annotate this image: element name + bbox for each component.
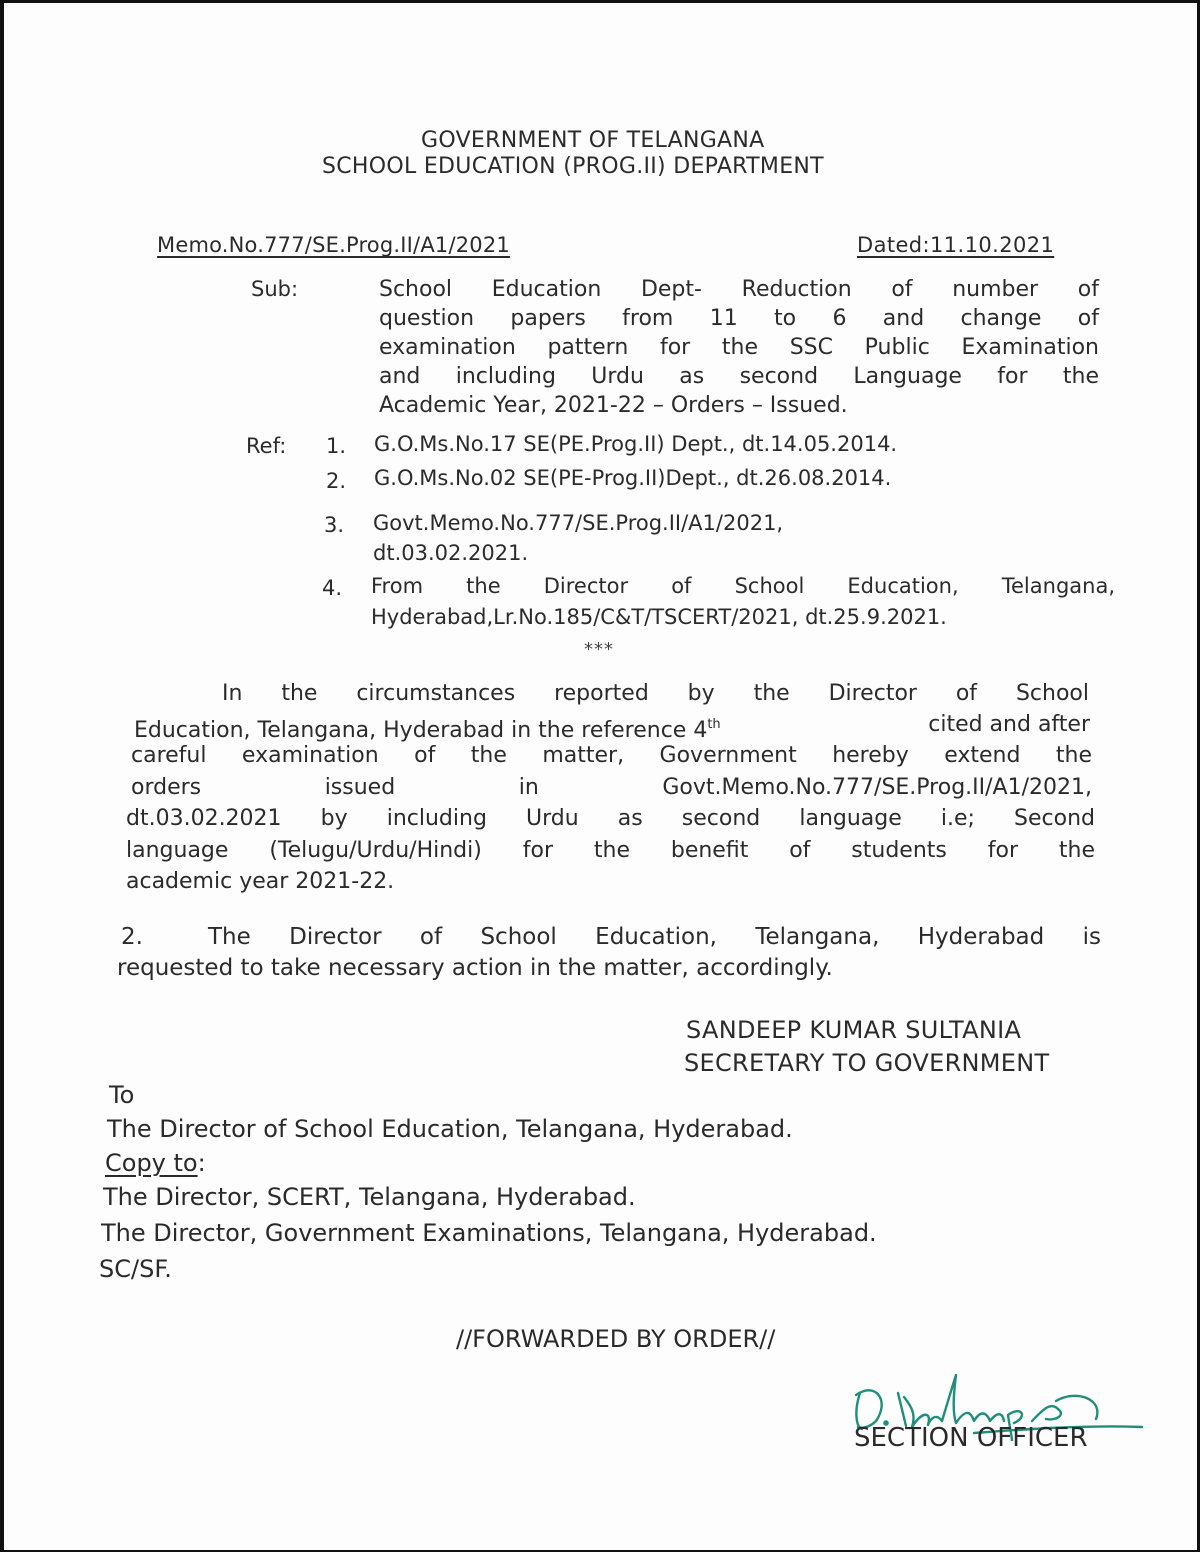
copy-to-label bbox=[105, 1149, 206, 1177]
header-government: GOVERNMENT OF TELANGANA bbox=[421, 128, 765, 153]
reference-item-3-cont: dt.03.02.2021. bbox=[373, 541, 529, 565]
paragraph-line: orders issued in Govt.Memo.No.777/SE.Prog.II/A1/2021, bbox=[131, 774, 1092, 800]
memo-number: Memo.No.777/SE.Prog.II/A1/2021 bbox=[157, 233, 510, 257]
signatory-name: SANDEEP KUMAR SULTANIA bbox=[686, 1016, 1022, 1044]
header-department: SCHOOL EDUCATION (PROG.II) DEPARTMENT bbox=[322, 154, 824, 179]
section-officer-title: SECTION OFFICER bbox=[854, 1423, 1088, 1453]
reference-number: 1. bbox=[326, 434, 347, 458]
paragraph-2-number: 2. bbox=[121, 924, 143, 950]
to-recipient: The Director of School Education, Telangana, Hyderabad. bbox=[107, 1115, 793, 1143]
paragraph-line-tail: cited and after bbox=[928, 712, 1090, 737]
reference-number: 3. bbox=[324, 513, 345, 537]
paragraph-line: dt.03.02.2021 by including Urdu as second language i.e; Second bbox=[126, 806, 1095, 831]
body-paragraph-2-first bbox=[208, 921, 1101, 953]
reference-line: From the Director of School Education, Telangana, bbox=[371, 574, 1115, 598]
separator-asterisks: *** bbox=[584, 639, 614, 660]
paragraph-line: In the circumstances reported by the Director of School bbox=[222, 681, 1089, 706]
reference-number: 2. bbox=[326, 469, 347, 493]
body-paragraph-1-end bbox=[126, 803, 1095, 898]
paragraph-line: language (Telugu/Urdu/Hindi) for the benefit of students for the bbox=[126, 837, 1095, 863]
copy-to-text: Copy to bbox=[105, 1149, 198, 1177]
body-paragraph-1-first bbox=[222, 678, 1089, 710]
reference-number: 4. bbox=[322, 576, 343, 600]
forwarded-by-order: //FORWARDED BY ORDER// bbox=[456, 1325, 776, 1353]
reference-item-1: G.O.Ms.No.17 SE(PE.Prog.II) Dept., dt.14.05.2014. bbox=[374, 432, 898, 456]
subject-line: School Education Dept- Reduction of number of bbox=[379, 277, 1099, 302]
to-label: To bbox=[109, 1081, 135, 1109]
subject-line: and including Urdu as second Language for the bbox=[379, 364, 1099, 389]
copy-recipient: SC/SF. bbox=[99, 1255, 172, 1283]
signatory-title: SECRETARY TO GOVERNMENT bbox=[684, 1049, 1050, 1077]
reference-item-4 bbox=[371, 571, 1115, 633]
reference-item-3: Govt.Memo.No.777/SE.Prog.II/A1/2021, bbox=[373, 511, 784, 535]
references-label: Ref: bbox=[246, 434, 287, 458]
copy-recipient: The Director, Government Examinations, Telangana, Hyderabad. bbox=[101, 1219, 877, 1247]
subject-line: Academic Year, 2021-22 – Orders – Issued. bbox=[379, 393, 848, 418]
reference-item-2: G.O.Ms.No.02 SE(PE-Prog.II)Dept., dt.26.08.2014. bbox=[374, 466, 892, 490]
subject-line: question papers from 11 to 6 and change of bbox=[379, 306, 1099, 331]
reference-line: Hyderabad,Lr.No.185/C&T/TSCERT/2021, dt.25.9.2021. bbox=[371, 605, 947, 629]
body-paragraph-1-rest bbox=[131, 740, 1092, 803]
paragraph-text: Education, Telangana, Hyderabad in the reference 4 bbox=[134, 718, 708, 743]
paragraph-line: careful examination of the matter, Government hereby extend the bbox=[131, 743, 1092, 768]
subject-line: examination pattern for the SSC Public Examination bbox=[379, 335, 1099, 360]
body-paragraph-2-second: requested to take necessary action in the matter, accordingly. bbox=[117, 955, 833, 981]
paragraph-line: The Director of School Education, Telangana, Hyderabad is bbox=[208, 924, 1101, 950]
subject-text bbox=[379, 275, 1099, 420]
copy-recipient: The Director, SCERT, Telangana, Hyderabad. bbox=[103, 1183, 636, 1211]
subject-label: Sub: bbox=[251, 277, 299, 301]
superscript: th bbox=[707, 717, 721, 732]
memo-date: Dated:11.10.2021 bbox=[857, 233, 1055, 257]
copy-to-colon: : bbox=[197, 1149, 206, 1177]
paragraph-line: academic year 2021-22. bbox=[126, 869, 395, 894]
